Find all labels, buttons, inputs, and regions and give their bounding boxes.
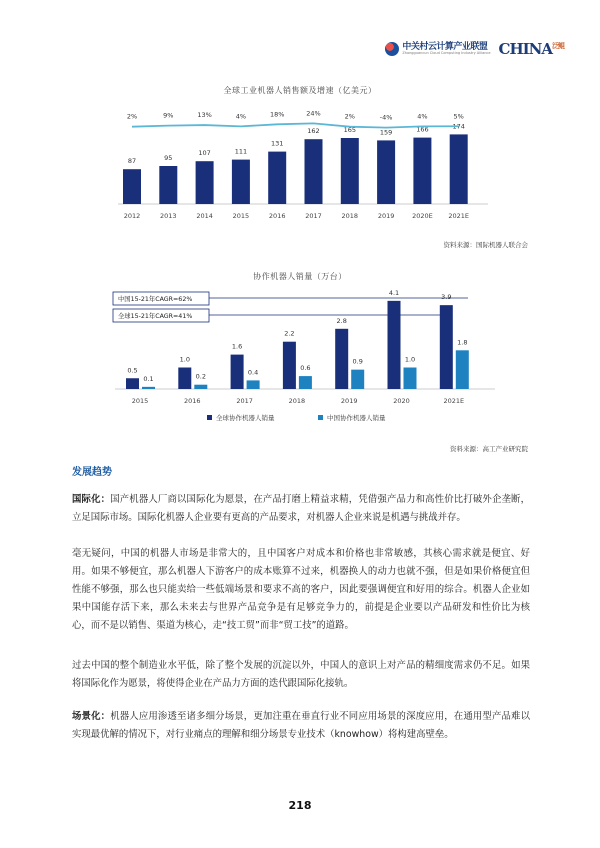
- chart1-bar: [413, 138, 431, 204]
- chart2-bar-china: [351, 370, 364, 389]
- chart1-growth-label: -4%: [379, 113, 393, 122]
- chart2-value-label-global: 2.8: [336, 316, 347, 325]
- chart2-bar-china: [299, 376, 312, 389]
- chart1-tick-label: 2016: [268, 212, 286, 220]
- section-title: 发展趋势: [72, 467, 112, 478]
- chart2-value-label-china: 0.2: [195, 372, 206, 381]
- paragraph-lead: 场景化：: [72, 711, 111, 722]
- paragraph-internationalization: [72, 491, 530, 527]
- chart2-source: 资料来源：高工产业研究院: [450, 445, 528, 453]
- chart2-bar-global: [335, 329, 348, 389]
- chart2-tick-label: 2020: [393, 397, 410, 405]
- alliance-logo-subtext: Zhongguancun Cloud Computing Industry Alliance: [402, 50, 491, 55]
- chart1-growth-label: 2%: [126, 112, 138, 121]
- chart1-bar: [232, 160, 250, 204]
- chart2-value-label-china: 0.1: [143, 374, 154, 383]
- chart2-bar-china: [194, 385, 207, 389]
- paragraph-market: [72, 545, 530, 635]
- paragraph-text: 国产机器人厂商以国际化为愿景，在产品打磨上精益求精，凭借强产品力和高性价比打破外企垄断，立足国际市场。国际化机器人企业要有更高的产品要求，对机器人企业来说是机遇与挑战并存。: [72, 494, 530, 523]
- paragraph-scenario: [72, 708, 530, 744]
- chart1-value-label: 165: [343, 126, 357, 134]
- chart2-title: 协作机器人销量（万台）: [253, 272, 347, 281]
- chart2-value-label-china: 0.9: [352, 357, 363, 366]
- chart1-tick-label: 2018: [341, 212, 359, 220]
- china-logo-sup: 泛鲲: [552, 41, 564, 50]
- chart2-bar-global: [388, 301, 401, 389]
- chart1-growth-label: 4%: [417, 112, 428, 121]
- chart1-growth-label: 24%: [306, 109, 321, 118]
- chart1-bar: [377, 140, 395, 204]
- chart1-tick-label: 2014: [196, 212, 213, 220]
- chart1-growth-label: 9%: [163, 111, 174, 120]
- chart2-bar-global: [283, 342, 296, 389]
- chart2-tick-label: 2016: [184, 397, 201, 405]
- chart2-bar-global: [440, 305, 453, 389]
- chart1-tick-label: 2013: [160, 212, 177, 220]
- chart1-growth-label: 4%: [235, 112, 247, 121]
- alliance-logo-icon: [385, 42, 399, 56]
- chart2-value-label-global: 1.6: [231, 342, 243, 351]
- chart2-tick-label: 2019: [340, 397, 358, 405]
- chart1-bar: [305, 139, 323, 204]
- chart2-value-label-global: 2.2: [284, 329, 295, 338]
- chart2-legend-swatch-global: [207, 415, 212, 420]
- chart2-tick-label: 2017: [236, 397, 253, 405]
- chart2-legend-label-global: 全球协作机器人销量: [216, 414, 275, 422]
- chart2-value-label-china: 0.4: [247, 368, 259, 377]
- chart2-tick-label: 2015: [131, 397, 149, 405]
- chart1-tick-label: 2015: [232, 212, 250, 220]
- chart1-value-label: 131: [270, 139, 284, 148]
- chart1-source: 资料来源：国际机器人联合会: [443, 241, 528, 249]
- chart2-value-label-china: 1.8: [457, 338, 468, 347]
- china-logo-text: CHINA: [498, 40, 552, 58]
- chart2-legend-label-china: 中国协作机器人销量: [327, 414, 386, 422]
- chart2-svg: [0, 280, 600, 430]
- chart1-bar: [450, 134, 468, 204]
- alliance-logo: [385, 42, 490, 56]
- header-logos: [385, 40, 564, 58]
- paragraph-lead: 国际化：: [72, 494, 111, 505]
- chart1-value-label: 159: [379, 128, 393, 137]
- chart2-bar-global: [126, 378, 139, 389]
- chart2-value-label-global: 0.5: [127, 366, 138, 375]
- alliance-logo-text: 中关村云计算产业联盟: [402, 41, 488, 52]
- chart1-value-label: 87: [127, 157, 137, 166]
- chart2-callout-text: 全球15-21年CAGR=41%: [118, 313, 193, 320]
- chart1-value-label: 174: [452, 122, 465, 131]
- chart1-value-label: 166: [416, 125, 429, 134]
- chart1-value-label: 111: [234, 147, 248, 156]
- chart1-growth-line: [132, 123, 459, 127]
- chart2-legend-swatch-china: [318, 415, 323, 420]
- chart2-bar-global: [231, 355, 244, 389]
- chart1-growth-label: 2%: [344, 112, 355, 121]
- paragraph-text: 过去中国的整个制造业水平低，除了整个发展的沉淀以外，中国人的意识上对产品的精细度需求仍不足。如果将国际化作为愿景，将使得企业在产品力方面的迭代跟国际化接轨。: [72, 660, 530, 689]
- chart1-value-label: 162: [307, 127, 320, 136]
- paragraph-text: 毫无疑问，中国的机器人市场是非常大的，且中国客户对成本和价格也非常敏感，其核心需求就是便宜、好用。如果不够便宜，那么机器人下游客户的成本账算不过来，机器换人的动力也就不强，但是如果价格便宜但性能不够强，那么也只能卖给一些低端场景和要求不高的客户，因此要强调便宜和好用的综合。机器人企业如果中国能存活下来，那么未来去与世界产品竞争是有足够竞争力的，前提是企业要以产品研发和性价比为核心，而不是以销售、渠道为核心，走“技工贸”而非“贸工技”的道路。: [72, 548, 530, 631]
- chart1-growth-label: 13%: [197, 111, 212, 120]
- chart1-tick-label: 2019: [377, 212, 395, 220]
- chart1-title: 全球工业机器人销售额及增速（亿美元）: [223, 86, 377, 95]
- chart2-bar-china: [456, 350, 469, 389]
- chart1-bar: [159, 166, 177, 204]
- page-number: 218: [288, 799, 312, 812]
- paragraph-manufacturing: [72, 657, 530, 693]
- chart1-tick-label: 2017: [305, 212, 322, 220]
- chart1-value-label: 95: [164, 154, 173, 162]
- chart1-svg: [0, 100, 600, 240]
- chart2-tick-label: 2021E: [443, 397, 465, 405]
- chart2-value-label-global: 3.9: [441, 293, 452, 302]
- chart2-tick-label: 2018: [288, 397, 306, 405]
- chart1-tick-label: 2020E: [412, 212, 433, 220]
- chart2-value-label-china: 0.6: [300, 364, 311, 373]
- chart1-tick-label: 2012: [123, 212, 141, 220]
- chart2-bar-china: [247, 380, 260, 389]
- chart2-callout-text: 中国15-21年CAGR=62%: [118, 296, 193, 303]
- chart2-bar-china: [142, 387, 155, 389]
- chart2-value-label-global: 1.0: [179, 355, 190, 364]
- chart1-growth-label: 5%: [453, 112, 464, 121]
- chart1-value-label: 107: [198, 149, 211, 158]
- chart2-bar-china: [404, 368, 417, 390]
- chart1-bar: [196, 161, 214, 204]
- chart1-bar: [123, 169, 141, 204]
- chart1-tick-label: 2021E: [448, 212, 470, 220]
- chart1-bar: [341, 138, 359, 204]
- china-logo: [499, 40, 564, 58]
- paragraph-text: 机器人应用渗透至诸多细分场景，更加注重在垂直行业不同应用场景的深度应用，在通用型产品难以实现最优解的情况下，对行业痛点的理解和细分场景专业技术（knowhow）将构建高壁垒。: [72, 711, 530, 740]
- chart1-bar: [268, 152, 286, 204]
- chart2-value-label-china: 1.0: [404, 355, 416, 364]
- chart1-growth-label: 18%: [269, 110, 285, 119]
- chart2-value-label-global: 4.1: [388, 288, 400, 297]
- chart2-bar-global: [178, 368, 191, 390]
